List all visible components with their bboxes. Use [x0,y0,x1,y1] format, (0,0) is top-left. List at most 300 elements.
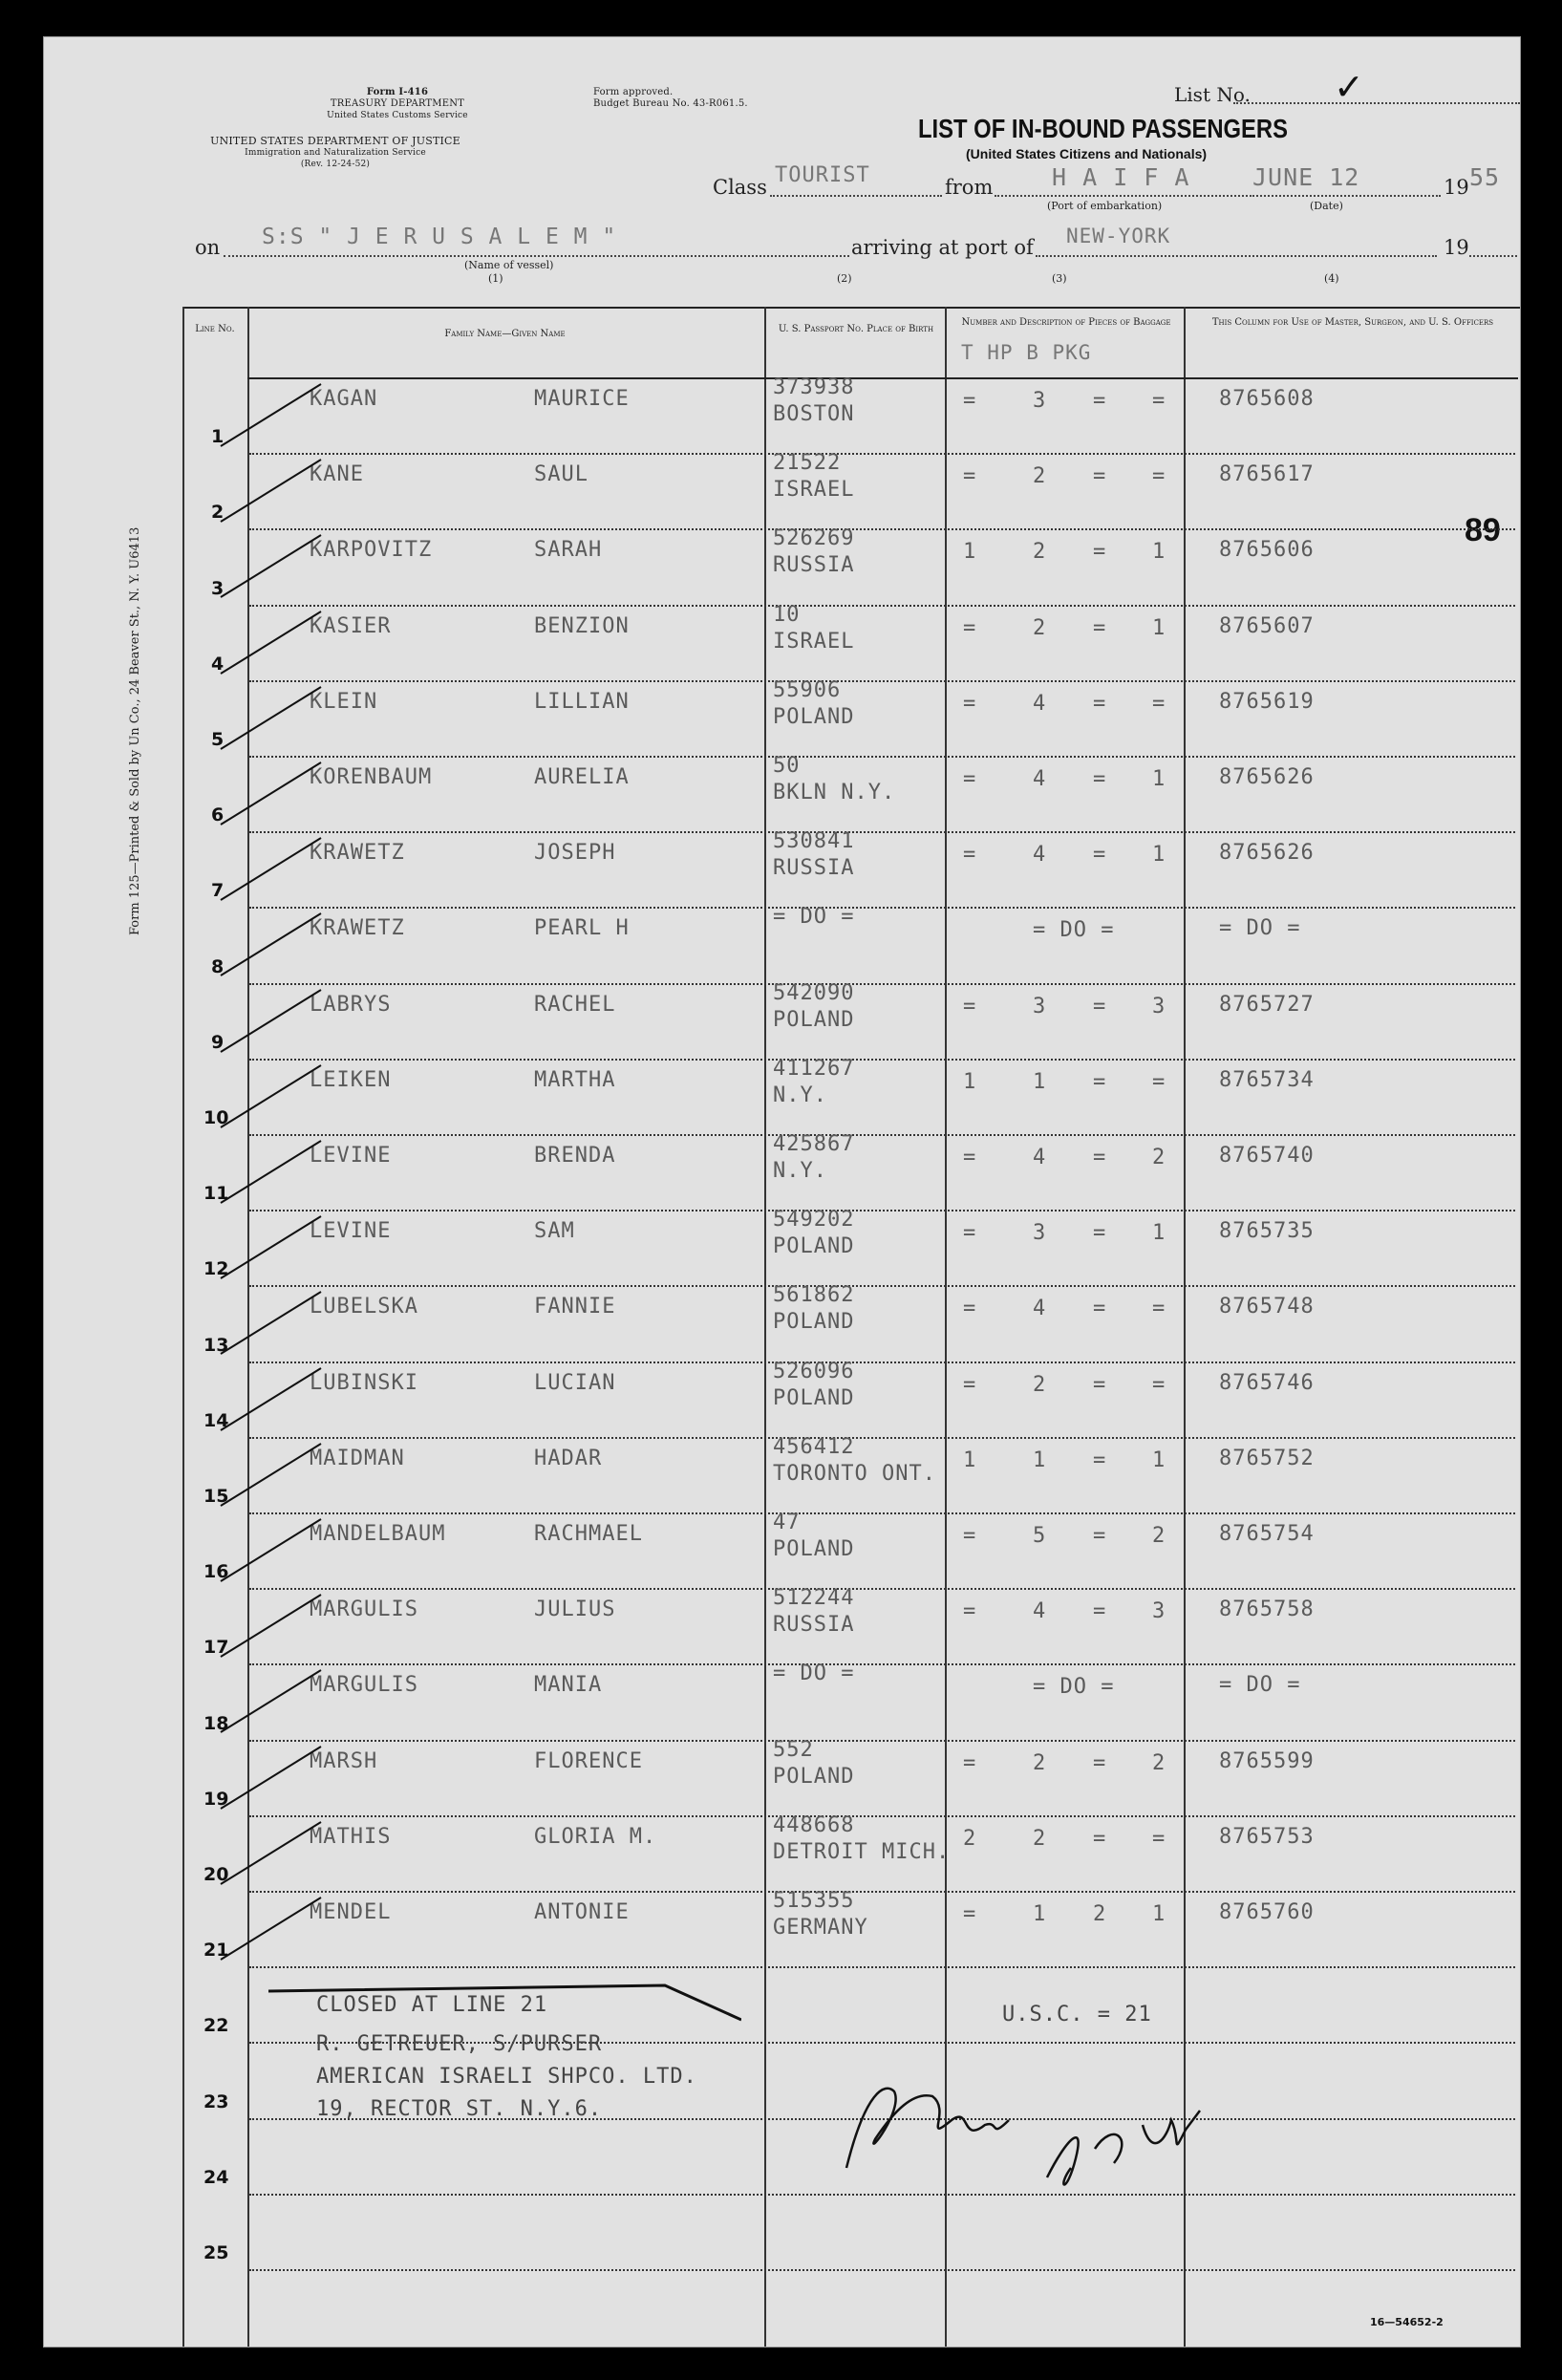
class-label: Class [713,176,767,199]
officer-code: 8765619 [1219,689,1315,714]
col-head-officers: This Column for Use of Master, Surgeon, and U. S. Officers [1211,317,1494,328]
family-name: MARGULIS [310,1597,418,1622]
port-embark-caption: (Port of embarkation) [1047,200,1163,212]
check-mark [206,1514,340,1600]
passport-number: 50 [773,754,801,778]
baggage-t: = [963,464,977,489]
baggage-pkg: = [1152,1069,1166,1094]
line-number: 5 [211,729,225,750]
baggage-hp: 1 [1033,1902,1047,1926]
signature-text [44,37,50,38]
baggage-b: = [1093,540,1107,565]
row-separator [249,1512,1515,1514]
vessel-caption: (Name of vessel) [464,259,554,271]
baggage-pkg: 1 [1152,540,1166,565]
passport-number: 10 [773,602,801,627]
year-line [1469,255,1517,257]
family-name: KANE [310,462,364,487]
line-number: 20 [203,1864,229,1885]
baggage-pkg: = [1152,1826,1166,1851]
given-name: PEARL H [534,916,630,941]
baggage-hp: 2 [1033,615,1047,640]
family-name: KAGAN [310,387,378,411]
passport-number: 55906 [773,677,842,702]
officer-code: 8765753 [1219,1824,1315,1849]
line-number: 11 [203,1183,229,1205]
row-separator [249,1815,1515,1817]
family-name: LEVINE [310,1219,392,1244]
family-name: KASIER [310,613,392,638]
baggage-hp: 4 [1033,767,1047,791]
baggage-pkg: = [1152,1297,1166,1321]
date-value: JUNE 12 [1252,163,1360,191]
place-of-birth: POLAND [773,1537,855,1561]
baggage-t: = [963,1750,977,1775]
check-mark [206,1665,340,1751]
given-name: HADAR [534,1446,603,1470]
baggage-t: 2 [963,1826,977,1851]
line-number: 13 [203,1334,229,1356]
check-mark [206,1211,340,1297]
arriving-label: arriving at port of [851,236,1034,259]
check-mark [206,1893,340,1979]
customs-name: United States Customs Service [327,111,468,120]
form-approved: Form approved. [593,87,674,97]
check-mark [206,379,340,465]
family-name: LABRYS [310,992,392,1017]
approval-block [593,87,748,110]
baggage-b: = [1093,1146,1107,1169]
given-name: JULIUS [534,1597,616,1622]
baggage-pkg: 3 [1152,994,1166,1018]
family-name: KARPOVITZ [310,538,433,563]
row-separator [249,1134,1515,1136]
company-name: AMERICAN ISRAELI SHPCO. LTD. [316,2065,697,2089]
date-caption: (Date) [1310,200,1343,212]
place-of-birth: BOSTON [773,402,855,426]
baggage-b: = [1093,1524,1107,1548]
given-name: LUCIAN [534,1370,616,1395]
passport-number: 561862 [773,1283,855,1308]
purser-name: R. GETREUER, S/PURSER [316,2032,603,2056]
from-line [995,195,1248,197]
check-mark [206,530,340,616]
baggage-b: = [1093,1447,1107,1472]
baggage-b: = [1093,1599,1107,1624]
officer-code: = DO = [1219,1673,1301,1698]
row-separator [249,907,1515,909]
baggage-t: = [963,1372,977,1397]
place-of-birth: RUSSIA [773,553,855,578]
baggage-pkg: = [1152,464,1166,489]
list-no-label: List No. [1174,83,1251,106]
row-separator [249,756,1515,758]
row-separator [249,1891,1515,1893]
line-number: 22 [203,2015,229,2037]
baggage-t: = [963,843,977,868]
baggage-b: = [1093,464,1107,489]
col-divider-name [764,307,766,2347]
arrival-port-line [1036,255,1437,257]
date-year-value: 55 [1469,163,1501,191]
baggage-t: = [963,1599,977,1624]
baggage-pkg: = [1152,1372,1166,1397]
line-number: 24 [203,2166,229,2188]
given-name: RACHMAEL [534,1522,643,1546]
passport-number: 515355 [773,1889,855,1913]
given-name: MANIA [534,1673,603,1698]
given-name: MAURICE [534,387,630,411]
line-number: 18 [203,1712,229,1734]
check-mark [206,1742,340,1828]
passport-number: 526096 [773,1359,855,1383]
officer-code: 8765599 [1219,1748,1315,1773]
footer-code: 16—54652-2 [1370,2316,1444,2328]
baggage-hp: = DO = [1033,918,1115,943]
place-of-birth: POLAND [773,704,855,729]
col-divider-passport [945,307,947,2347]
line-number: 14 [203,1409,229,1431]
given-name: MARTHA [534,1067,616,1092]
check-mark [206,1136,340,1222]
list-no-line [1233,102,1520,104]
place-of-birth: ISRAEL [773,629,855,654]
place-of-birth: ISRAEL [773,478,855,503]
row-separator [249,1966,1515,1968]
officer-code: 8765760 [1219,1900,1315,1924]
baggage-t: 1 [963,1447,977,1472]
header-bottom-rule [247,377,1518,379]
baggage-pkg: 1 [1152,767,1166,791]
baggage-b: = [1093,1750,1107,1775]
officer-code: 8765626 [1219,765,1315,789]
baggage-t: = [963,1146,977,1169]
baggage-hp: 2 [1033,1372,1047,1397]
closed-at-line: CLOSED AT LINE 21 [316,1993,548,2017]
officer-code: 8765626 [1219,841,1315,866]
passport-number: 21522 [773,451,842,476]
baggage-pkg: 1 [1152,843,1166,868]
given-name: SARAH [534,538,603,563]
baggage-b: = [1093,994,1107,1018]
baggage-b: = [1093,1069,1107,1094]
justice-block [192,136,479,170]
budget-bureau: Budget Bureau No. 43-R061.5. [593,98,748,109]
baggage-pkg: = [1152,389,1166,413]
given-name: SAUL [534,462,588,487]
dept-name: TREASURY DEPARTMENT [330,98,465,109]
ins-name: Immigration and Naturalization Service [245,148,426,158]
family-name: MENDEL [310,1900,392,1924]
line-number: 10 [203,1107,229,1128]
family-name: MARGULIS [310,1673,418,1698]
row-separator [249,1285,1515,1287]
baggage-hp: 2 [1033,1750,1047,1775]
check-mark [206,833,340,919]
place-of-birth: RUSSIA [773,856,855,881]
place-of-birth: POLAND [773,1310,855,1335]
baggage-pkg: 2 [1152,1524,1166,1548]
given-name: AURELIA [534,765,630,789]
from-label: from [945,176,994,199]
baggage-hp: 4 [1033,1599,1047,1624]
line-number: 19 [203,1788,229,1810]
baggage-hp: 2 [1033,1826,1047,1851]
col-head-name: Family Name—Given Name [444,329,566,339]
officer-code: 8765754 [1219,1522,1315,1546]
on-label: on [195,236,221,259]
officer-code: 8765740 [1219,1144,1315,1168]
baggage-hp: 4 [1033,1146,1047,1169]
row-separator [249,2269,1515,2271]
page-subtitle: (United States Citizens and Nationals) [966,146,1208,161]
caption-4: (4) [1324,272,1339,285]
passport-number: = DO = [773,1662,855,1686]
baggage-hp: = DO = [1033,1675,1115,1700]
given-name: BENZION [534,613,630,638]
given-name: GLORIA M. [534,1824,657,1849]
baggage-pkg: 1 [1152,1447,1166,1472]
place-of-birth: TORONTO ONT. [773,1461,936,1486]
justice-name: UNITED STATES DEPARTMENT OF JUSTICE [210,135,460,147]
row-separator [249,1740,1515,1742]
baggage-pkg: 1 [1152,1902,1166,1926]
check-mark [206,455,340,541]
place-of-birth: N.Y. [773,1159,827,1183]
line-number: 8 [211,955,225,977]
year-label: 19 [1444,236,1469,259]
baggage-t: = [963,1221,977,1246]
passport-number: = DO = [773,905,855,930]
passport-number: 411267 [773,1056,855,1081]
col-head-baggage-sub: T HP B PKG [961,341,1092,364]
revision: (Rev. 12-24-52) [300,160,371,169]
class-value: TOURIST [775,163,870,187]
line-number: 7 [211,880,225,902]
family-name: KORENBAUM [310,765,433,789]
place-of-birth: N.Y. [773,1083,827,1107]
caption-2: (2) [837,272,852,285]
col-head-line: Line No. [195,324,235,334]
family-name: MAIDMAN [310,1446,405,1470]
baggage-hp: 3 [1033,994,1047,1018]
col-divider-baggage [1184,307,1186,2347]
baggage-hp: 1 [1033,1447,1047,1472]
from-value: H A I F A [1052,163,1190,191]
baggage-t: = [963,1524,977,1548]
passport-number: 526269 [773,526,855,551]
line-number: 6 [211,804,225,826]
baggage-b: = [1093,1826,1107,1851]
caption-1: (1) [488,272,503,285]
line-number: 12 [203,1258,229,1280]
family-name: LEVINE [310,1144,392,1168]
baggage-hp: 3 [1033,389,1047,413]
given-name: FANNIE [534,1295,616,1319]
check-mark [206,1287,340,1373]
family-name: LEIKEN [310,1067,392,1092]
line-number: 15 [203,1486,229,1507]
vessel-value: S:S " J E R U S A L E M " [262,225,617,249]
place-of-birth: GERMANY [773,1916,868,1940]
family-name: KLEIN [310,689,378,714]
baggage-pkg: 2 [1152,1146,1166,1169]
row-separator [249,453,1515,455]
check-mark [206,1439,340,1525]
baggage-hp: 3 [1033,1221,1047,1246]
passenger-manifest-sheet [43,36,1521,2348]
baggage-t: = [963,615,977,640]
baggage-t: = [963,1902,977,1926]
baggage-pkg: 3 [1152,1599,1166,1624]
caption-3: (3) [1052,272,1067,285]
vessel-line [224,255,849,257]
table-left-border [182,307,184,2347]
baggage-pkg: 2 [1152,1750,1166,1775]
officer-code: 8765608 [1219,387,1315,411]
officer-code: 8765746 [1219,1370,1315,1395]
passport-number: 530841 [773,829,855,854]
baggage-hp: 2 [1033,464,1047,489]
family-name: MARSH [310,1748,378,1773]
baggage-t: = [963,389,977,413]
check-mark [206,909,340,995]
passport-number: 456412 [773,1434,855,1459]
given-name: RACHEL [534,992,616,1017]
passport-number: 373938 [773,375,855,399]
baggage-b: = [1093,1221,1107,1246]
baggage-hp: 4 [1033,1297,1047,1321]
passport-number: 47 [773,1511,801,1534]
line-number: 17 [203,1637,229,1659]
officer-code: 8765752 [1219,1446,1315,1470]
line-number: 1 [211,426,225,448]
baggage-b: = [1093,615,1107,640]
arrival-port-value: NEW-YORK [1066,225,1171,247]
row-separator [249,1059,1515,1061]
row-separator [249,983,1515,985]
place-of-birth: DETROIT MICH. [773,1839,951,1864]
col-head-baggage: Number and Description of Pieces of Baggage [961,317,1171,328]
line-number: 16 [203,1561,229,1583]
baggage-b: = [1093,767,1107,791]
check-mark [206,985,340,1071]
officer-code: 8765607 [1219,613,1315,638]
closing-line-mark [264,1972,741,2039]
officer-code: = DO = [1219,916,1301,941]
baggage-pkg: = [1152,691,1166,716]
row-separator [249,831,1515,833]
baggage-b: = [1093,1297,1107,1321]
baggage-t: 1 [963,1069,977,1094]
passport-number: 425867 [773,1132,855,1156]
usc-total: U.S.C. = 21 [1002,2003,1152,2026]
passport-number: 512244 [773,1586,855,1611]
officer-code: 8765748 [1219,1295,1315,1319]
line-number: 21 [203,1940,229,1962]
officer-code: 8765617 [1219,462,1315,487]
family-name: LUBINSKI [310,1370,418,1395]
baggage-pkg: 1 [1152,615,1166,640]
class-line [770,195,942,197]
row-separator [249,605,1515,607]
baggage-hp: 4 [1033,691,1047,716]
check-mark [206,1363,340,1449]
baggage-b: = [1093,691,1107,716]
form-number: Form I-416 [366,87,429,97]
place-of-birth: BKLN N.Y. [773,781,896,804]
row-separator [249,1437,1515,1439]
line-number: 23 [203,2091,229,2112]
given-name: LILLIAN [534,689,630,714]
passport-number: 552 [773,1737,814,1762]
passport-number: 542090 [773,980,855,1005]
baggage-hp: 2 [1033,540,1047,565]
col-head-passport: U. S. Passport No. Place of Birth [778,324,934,334]
given-name: FLORENCE [534,1748,643,1773]
check-mark [206,607,340,693]
baggage-b: 2 [1093,1902,1107,1926]
passport-number: 448668 [773,1812,855,1837]
baggage-b: = [1093,1372,1107,1397]
officer-code: 8765734 [1219,1067,1315,1092]
baggage-t: = [963,1297,977,1321]
given-name: JOSEPH [534,841,616,866]
baggage-t: = [963,691,977,716]
row-separator [249,1210,1515,1211]
line-number: 4 [211,653,225,675]
check-mark [206,758,340,844]
place-of-birth: POLAND [773,1764,855,1789]
officer-code: 8765606 [1219,538,1315,563]
line-number: 25 [203,2242,229,2263]
baggage-b: = [1093,843,1107,868]
row-separator [249,1663,1515,1665]
given-name: ANTONIE [534,1900,630,1924]
officer-code: 8765758 [1219,1597,1315,1622]
table-top-rule [182,307,1520,309]
page-title: LIST OF IN-BOUND PASSENGERS [918,114,1289,143]
line-number: 2 [211,502,225,524]
place-of-birth: RUSSIA [773,1613,855,1638]
family-name: KRAWETZ [310,841,405,866]
baggage-t: 1 [963,540,977,565]
given-name: SAM [534,1219,575,1244]
given-name: BRENDA [534,1144,616,1168]
form-header-block [264,87,531,121]
passport-number: 549202 [773,1208,855,1233]
company-address: 19, RECTOR ST. N.Y.6. [316,2097,603,2121]
check-mark [206,1590,340,1676]
line-number: 9 [211,1031,225,1053]
baggage-hp: 5 [1033,1524,1047,1548]
row-separator [249,528,1515,530]
family-name: KRAWETZ [310,916,405,941]
baggage-hp: 4 [1033,843,1047,868]
date-line [1250,195,1441,197]
row-separator [249,680,1515,682]
row-separator [249,1362,1515,1363]
date-year-prefix: 19 [1444,176,1469,199]
officer-code: 8765735 [1219,1219,1315,1244]
check-mark [206,1061,340,1147]
family-name: MATHIS [310,1824,392,1849]
list-no-checkmark: ✓ [1334,66,1364,108]
baggage-t: = [963,994,977,1018]
baggage-pkg: 1 [1152,1221,1166,1246]
place-of-birth: POLAND [773,1385,855,1410]
check-mark [206,682,340,768]
